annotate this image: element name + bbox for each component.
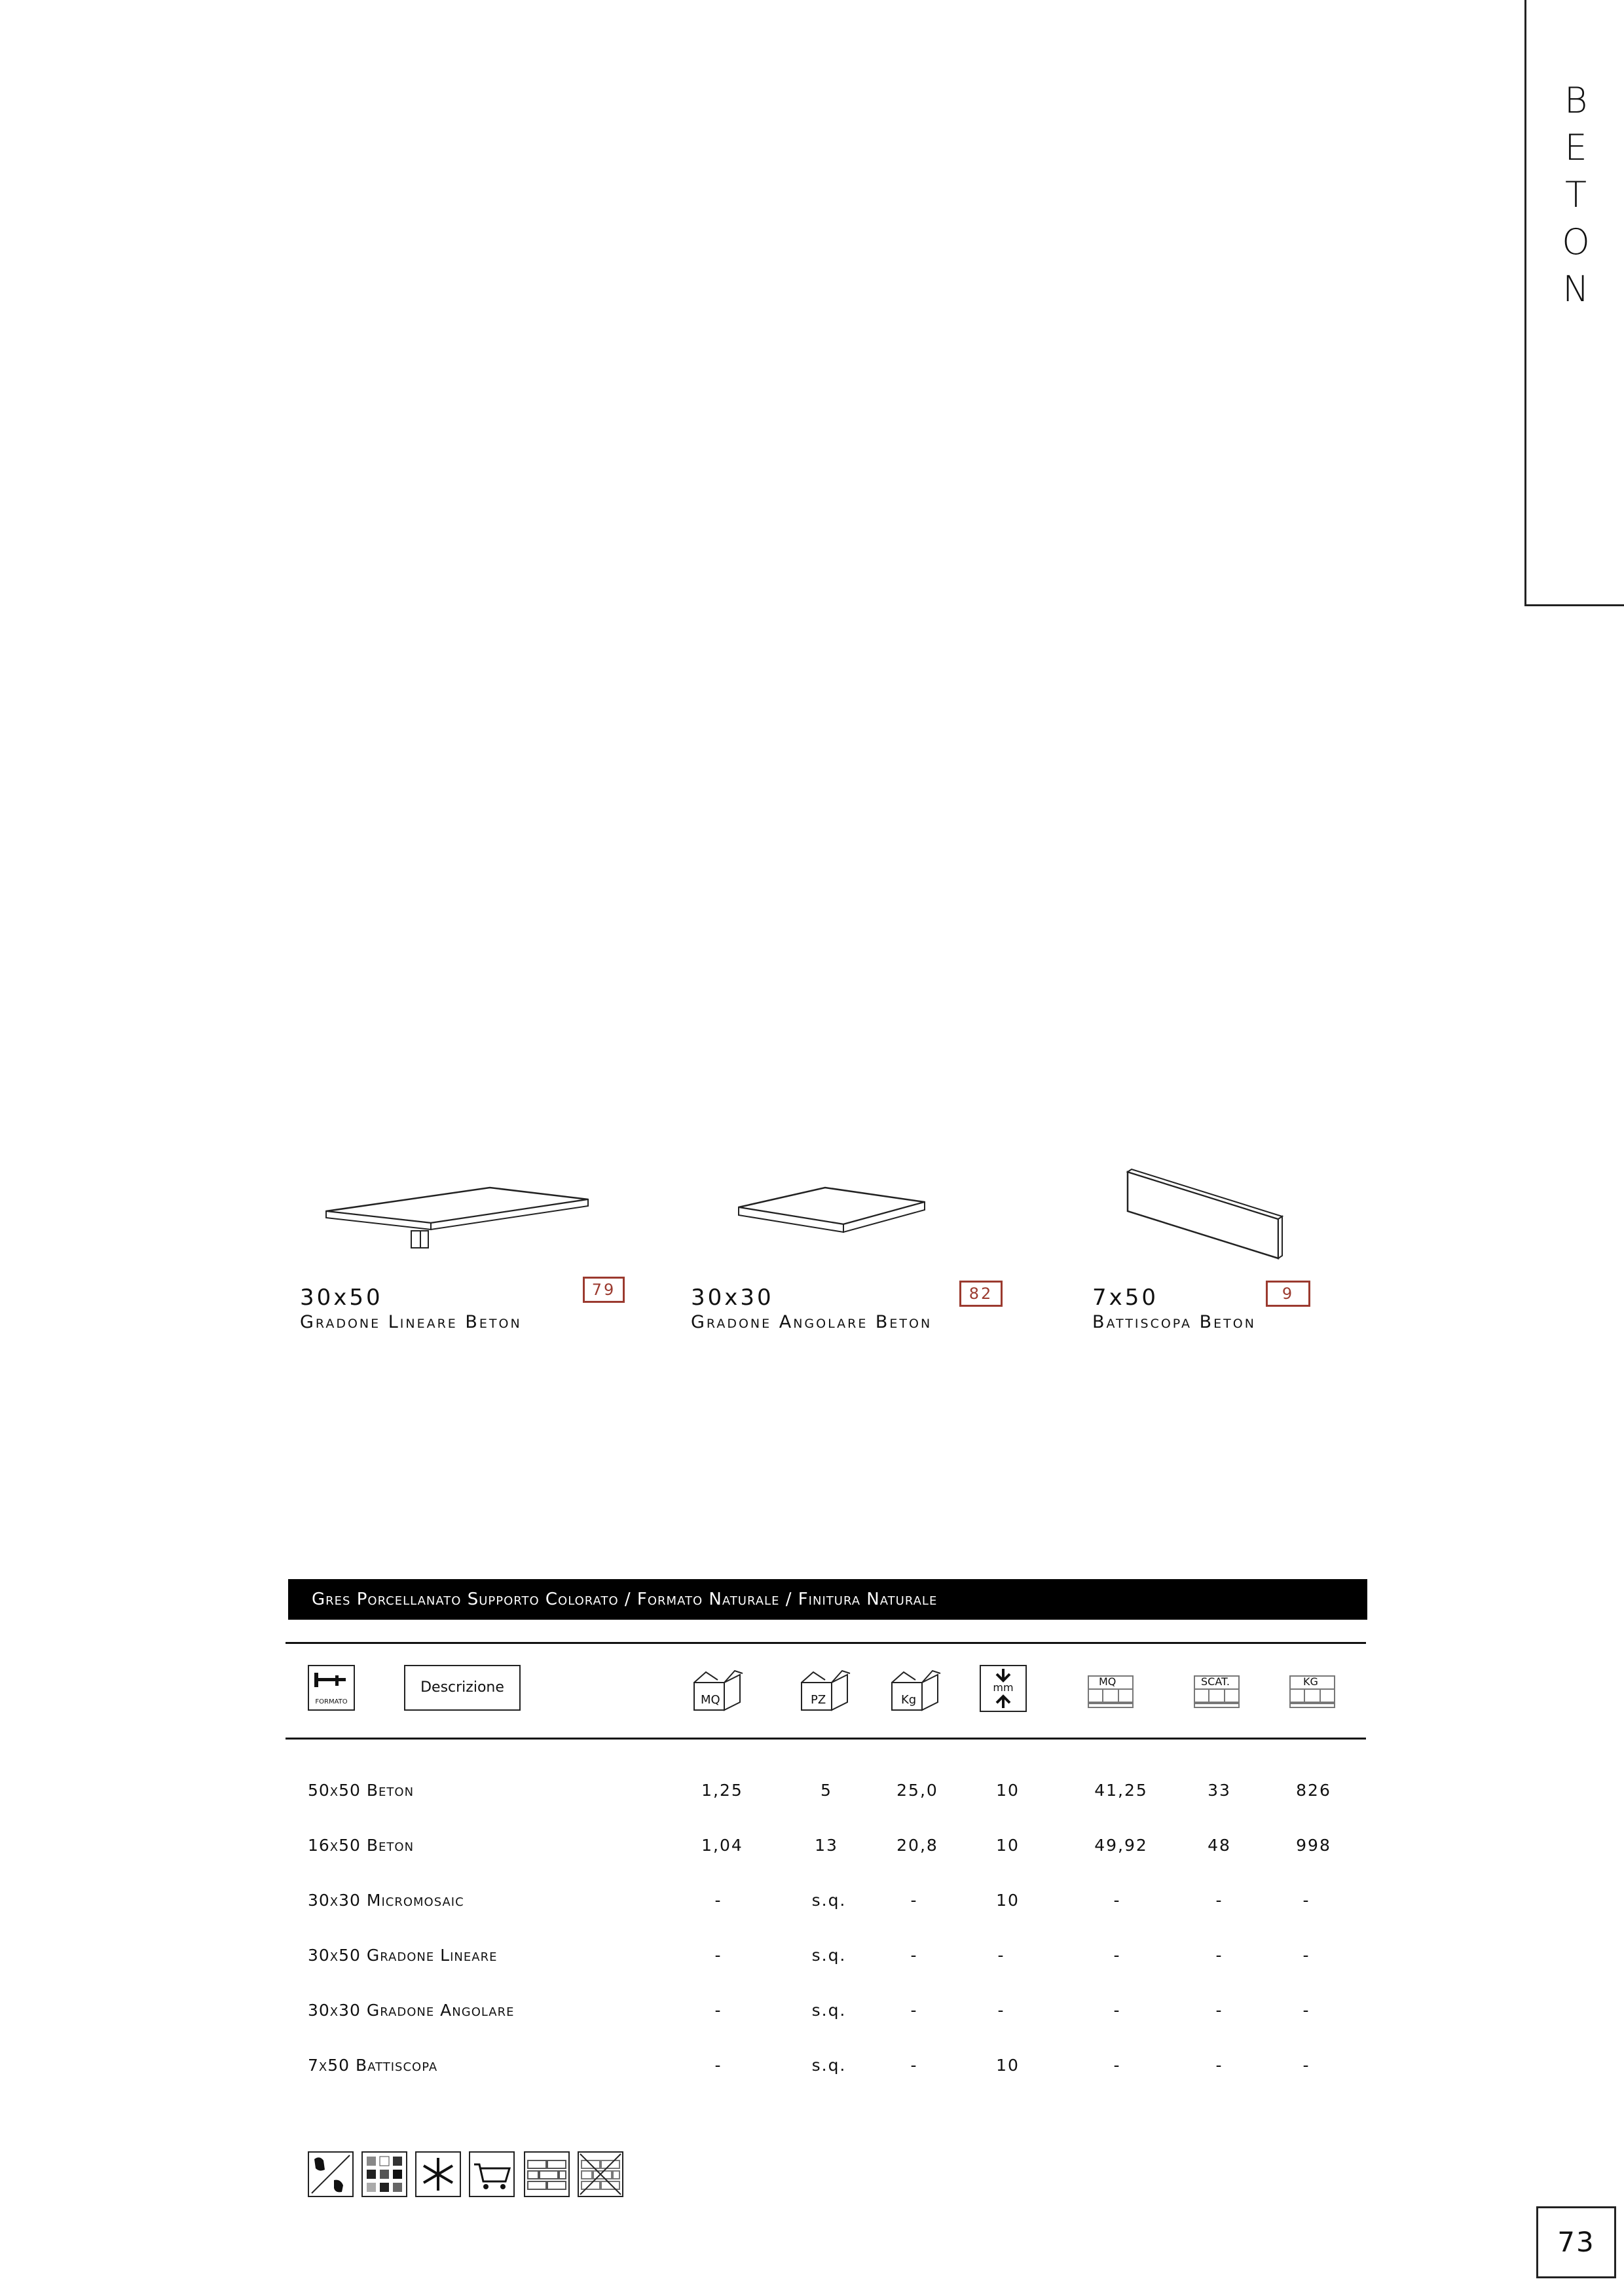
kg-label: Kg — [901, 1693, 917, 1707]
side-letter: T — [1565, 174, 1587, 215]
reference-badge: 79 — [583, 1277, 625, 1303]
cell-mm: - — [997, 1946, 1005, 1965]
row-description: 30x30 Micromosaic — [308, 1891, 464, 1910]
frost-resistant-icon — [415, 2151, 461, 2197]
product-name: Gradone Lineare Beton — [300, 1312, 522, 1332]
cell-pallet-mq: - — [1113, 1946, 1121, 1965]
descrizione-label: Descrizione — [420, 1679, 504, 1696]
cell-pz: s.q. — [811, 1891, 847, 1910]
pallet-mq-label: MQ — [1099, 1675, 1116, 1688]
cell-mq: - — [714, 1891, 722, 1910]
cell-pallet-mq: - — [1113, 1891, 1121, 1910]
cell-pallet-kg: - — [1302, 1891, 1310, 1910]
box-kg-icon — [889, 1668, 944, 1713]
cell-pz: s.q. — [811, 2001, 847, 2020]
cell-scat: - — [1215, 2056, 1223, 2075]
cell-kg: - — [910, 2056, 918, 2075]
cell-scat: - — [1215, 1946, 1223, 1965]
hand-foot-icon — [308, 2151, 354, 2197]
collection-side-tab — [1524, 0, 1624, 606]
row-description: 7x50 Battiscopa — [308, 2056, 438, 2075]
box-mq-icon — [692, 1668, 747, 1713]
wall-bricks-icon — [524, 2151, 570, 2197]
cell-kg: 20,8 — [896, 1836, 938, 1855]
skirting-board-icon — [1124, 1165, 1294, 1264]
color-shade-icon — [361, 2151, 407, 2197]
pallet-mq-icon — [1087, 1675, 1134, 1713]
side-letter: B — [1564, 80, 1588, 121]
shopping-cart-icon — [469, 2151, 515, 2197]
cell-pallet-kg: 998 — [1296, 1836, 1331, 1855]
cell-pallet-mq: 49,92 — [1094, 1836, 1148, 1855]
row-description: 16x50 Beton — [308, 1836, 415, 1855]
cell-mq: - — [714, 1946, 722, 1965]
table-top-rule — [286, 1642, 1366, 1644]
stair-tread-corner-icon — [733, 1178, 930, 1250]
stair-tread-linear-icon — [321, 1178, 609, 1260]
cell-pallet-mq: - — [1113, 2001, 1121, 2020]
cell-mq: 1,04 — [701, 1836, 743, 1855]
side-letter: E — [1564, 127, 1587, 168]
cell-pz: s.q. — [811, 2056, 847, 2075]
product-format: 7x50 — [1092, 1285, 1159, 1311]
series-band: Gres Porcellanato Supporto Colorato / Formato Naturale / Finitura Naturale — [288, 1579, 1367, 1620]
cell-pallet-mq: - — [1113, 2056, 1121, 2075]
cell-mq: - — [714, 2056, 722, 2075]
cell-pallet-kg: - — [1302, 2001, 1310, 2020]
cell-pz: 5 — [821, 1781, 832, 1800]
pallet-scat-label: SCAT. — [1201, 1675, 1230, 1688]
cell-mm: - — [997, 2001, 1005, 2020]
product-name: Battiscopa Beton — [1092, 1312, 1256, 1332]
product-format: 30x30 — [691, 1285, 774, 1311]
cell-pz: s.q. — [811, 1946, 847, 1965]
table-header-rule — [286, 1738, 1366, 1740]
thickness-icon — [980, 1665, 1027, 1712]
row-description: 30x30 Gradone Angolare — [308, 2001, 515, 2020]
cell-mq: 1,25 — [701, 1781, 743, 1800]
side-letter: N — [1562, 268, 1589, 310]
cell-scat: 33 — [1208, 1781, 1231, 1800]
cell-kg: - — [910, 1946, 918, 1965]
page-number: 73 — [1536, 2206, 1616, 2278]
cell-pallet-mq: 41,25 — [1094, 1781, 1148, 1800]
cell-mm: 10 — [996, 1836, 1020, 1855]
product-name: Gradone Angolare Beton — [691, 1312, 932, 1332]
formato-label: FORMATO — [315, 1698, 348, 1705]
cell-mm: 10 — [996, 1781, 1020, 1800]
side-letter: O — [1562, 221, 1590, 263]
cell-mm: 10 — [996, 1891, 1020, 1910]
cell-pallet-kg: 826 — [1296, 1781, 1331, 1800]
cell-mq: - — [714, 2001, 722, 2020]
pallet-scat-icon — [1193, 1675, 1240, 1713]
cell-kg: - — [910, 1891, 918, 1910]
mq-label: MQ — [701, 1693, 720, 1707]
row-description: 30x50 Gradone Lineare — [308, 1946, 498, 1965]
cell-scat: 48 — [1208, 1836, 1231, 1855]
cell-pallet-kg: - — [1302, 1946, 1310, 1965]
reference-badge: 9 — [1266, 1281, 1310, 1307]
pz-label: PZ — [811, 1693, 826, 1707]
cell-kg: 25,0 — [896, 1781, 938, 1800]
row-description: 50x50 Beton — [308, 1781, 415, 1800]
cell-kg: - — [910, 2001, 918, 2020]
mm-label: mm — [993, 1681, 1014, 1694]
caliper-icon — [308, 1665, 355, 1711]
box-pz-icon — [799, 1668, 854, 1713]
descrizione-header — [404, 1665, 521, 1711]
pallet-kg-icon — [1289, 1675, 1336, 1713]
pallet-kg-label: KG — [1303, 1675, 1318, 1688]
cell-pz: 13 — [815, 1836, 838, 1855]
cell-mm: 10 — [996, 2056, 1020, 2075]
no-wall-icon — [578, 2151, 623, 2197]
cell-scat: - — [1215, 1891, 1223, 1910]
cell-pallet-kg: - — [1302, 2056, 1310, 2075]
reference-badge: 82 — [959, 1281, 1003, 1307]
product-format: 30x50 — [300, 1285, 383, 1311]
cell-scat: - — [1215, 2001, 1223, 2020]
